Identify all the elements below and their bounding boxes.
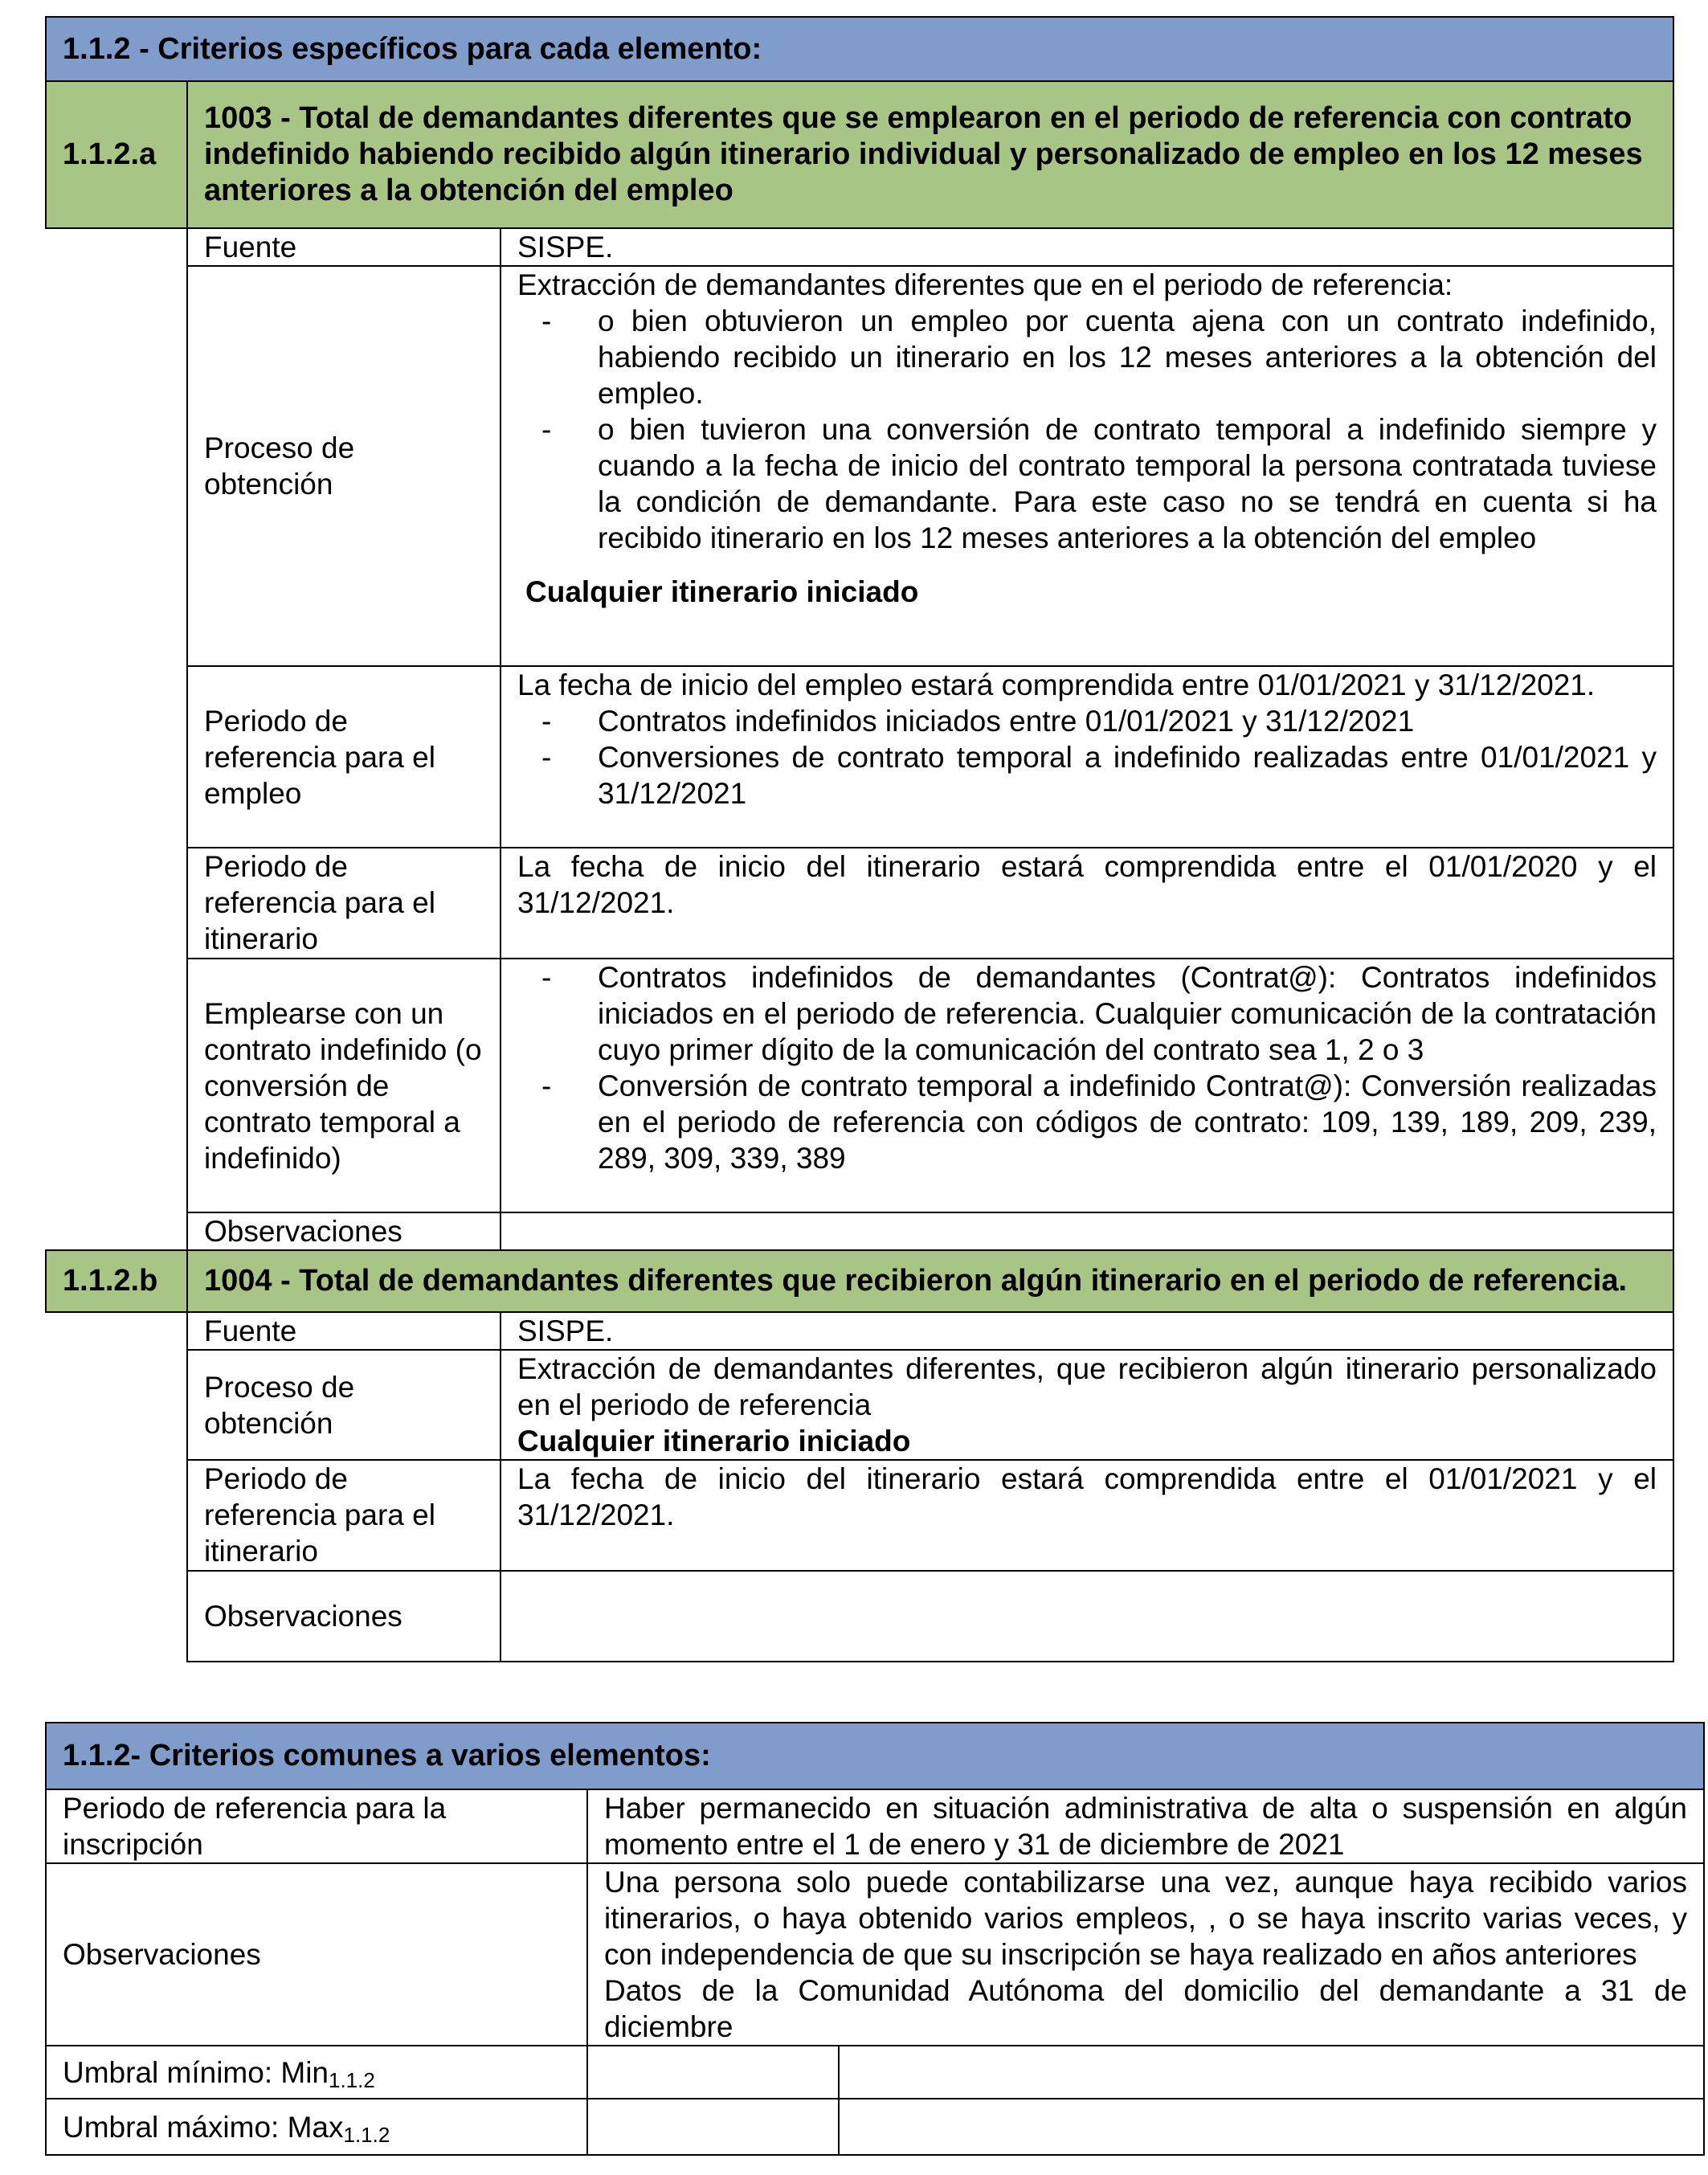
observaciones-label: Observaciones (46, 1863, 587, 2046)
umbral-minimo-label: Umbral mínimo: Min$_{1.1.2}$ (46, 2046, 587, 2099)
item-a-code: 1.1.2.a (46, 81, 187, 228)
criterios-especificos-table (45, 16, 1674, 1662)
proceso-label: Proceso de obtención (187, 266, 501, 666)
observaciones-label: Observaciones (187, 1571, 501, 1662)
observaciones-value (587, 1863, 1704, 2046)
item-a-title: 1003 - Total de demandantes diferentes que se emplearon en el periodo de referencia con contrato indefinido habiendo recibido algún itinerario individual y personalizado de empleo en los 12 meses anteriores a la obtención del empleo (187, 81, 1673, 228)
umbral-maximo-value-2 (839, 2099, 1704, 2155)
periodo-inscripcion-label: Periodo de referencia para la inscripción (46, 1789, 587, 1863)
list-item: - o bien obtuvieron un empleo por cuenta ajena con un contrato indefinido, habiendo recibido un itinerario en los 12 meses anteriores a la obtención del empleo. (541, 305, 1657, 410)
list-item: - Contratos indefinidos iniciados entre 01/01/2021 y 31/12/2021 (541, 705, 1415, 738)
proceso-label: Proceso de obtención (187, 1350, 501, 1460)
emplearse-value (501, 959, 1673, 1212)
observaciones-label: Observaciones (187, 1212, 501, 1250)
fuente-value: SISPE. (501, 228, 1673, 266)
proceso-text: Extracción de demandantes diferentes, que recibieron algún itinerario personalizado en el periodo de referencia (517, 1352, 1657, 1421)
proceso-value (501, 266, 1673, 666)
criterios-comunes-table (45, 1722, 1705, 2156)
periodo-itinerario-label: Periodo de referencia para el itinerario (187, 848, 501, 959)
umbral-minimo-value-2 (839, 2046, 1704, 2099)
item-b-title: 1004 - Total de demandantes diferentes que recibieron algún itinerario en el periodo de referencia. (187, 1250, 1673, 1312)
observaciones-value (501, 1212, 1673, 1250)
proceso-value (501, 1350, 1673, 1460)
proceso-intro: Extracción de demandantes diferentes que en el periodo de referencia: (517, 268, 1453, 301)
periodo-inscripcion-value: Haber permanecido en situación administrativa de alta o suspensión en algún momento entre el 1 de enero y 31 de diciembre de 2021 (587, 1789, 1704, 1863)
periodo-itinerario-value: La fecha de inicio del itinerario estará comprendida entre el 01/01/2021 y el 31/12/2021. (501, 1460, 1673, 1571)
fuente-label: Fuente (187, 228, 501, 266)
periodo-itinerario-label: Periodo de referencia para el itinerario (187, 1460, 501, 1571)
indent-spacer-b (46, 1312, 187, 1662)
periodo-empleo-value (501, 666, 1673, 848)
umbral-minimo-value-1 (587, 2046, 839, 2099)
emplearse-list (517, 959, 1657, 1176)
table1-title: 1.1.2 - Criterios específicos para cada elemento: (46, 17, 1673, 81)
table2-title: 1.1.2- Criterios comunes a varios elementos: (46, 1723, 1704, 1789)
list-item: - Contratos indefinidos de demandantes (Contrat@): Contratos indefinidos iniciados en el periodo de referencia. Cualquier comunicación de la contratación cuyo primer dígito de la comunicación del contrato sea 1, 2 o 3 (541, 961, 1657, 1066)
emplearse-label: Emplearse con un contrato indefinido (o conversión de contrato temporal a indefinido) (187, 959, 501, 1212)
periodo-itinerario-value: La fecha de inicio del itinerario estará comprendida entre el 01/01/2020 y el 31/12/2021. (501, 848, 1673, 959)
list-item: - Conversiones de contrato temporal a indefinido realizadas entre 01/01/2021 y 31/12/2021 (541, 741, 1657, 810)
fuente-label: Fuente (187, 1312, 501, 1350)
fuente-value: SISPE. (501, 1312, 1673, 1350)
observaciones-value (501, 1571, 1673, 1662)
observaciones-text-1: Una persona solo puede contabilizarse una vez, aunque haya recibido varios itinerarios, o haya obtenido varios empleos, , o se haya inscrito varias veces, y con independencia de que su inscripción se haya realizado en años anteriores (604, 1866, 1687, 1971)
umbral-maximo-label: Umbral máximo: Max$_{1.1.2}$ (46, 2099, 587, 2155)
list-item: - o bien tuvieron una conversión de contrato temporal a indefinido siempre y cuando a la fecha de inicio del contrato temporal la persona contratada tuviese la condición de demandante. Para este caso no se tendrá en cuenta si ha recibido itinerario en los 12 meses anteriores a la obtención del empleo (541, 413, 1657, 554)
umbral-maximo-value-1 (587, 2099, 839, 2155)
indent-spacer-a (46, 228, 187, 1250)
observaciones-text-2: Datos de la Comunidad Autónoma del domicilio del demandante a 31 de diciembre (604, 1974, 1687, 2043)
proceso-list (517, 303, 1657, 556)
list-item: - Conversión de contrato temporal a indefinido Contrat@): Conversión realizadas en el periodo de referencia con códigos de contrato: 109, 139, 189, 209, 239, 289, 309, 339, 389 (541, 1069, 1657, 1175)
periodo-empleo-intro: La fecha de inicio del empleo estará comprendida entre 01/01/2021 y 31/12/2021. (517, 668, 1596, 701)
item-b-code: 1.1.2.b (46, 1250, 187, 1312)
proceso-bold-note: Cualquier itinerario iniciado (525, 575, 919, 608)
periodo-empleo-label: Periodo de referencia para el empleo (187, 666, 501, 848)
periodo-empleo-list (517, 703, 1657, 812)
proceso-bold-note: Cualquier itinerario iniciado (517, 1425, 911, 1457)
